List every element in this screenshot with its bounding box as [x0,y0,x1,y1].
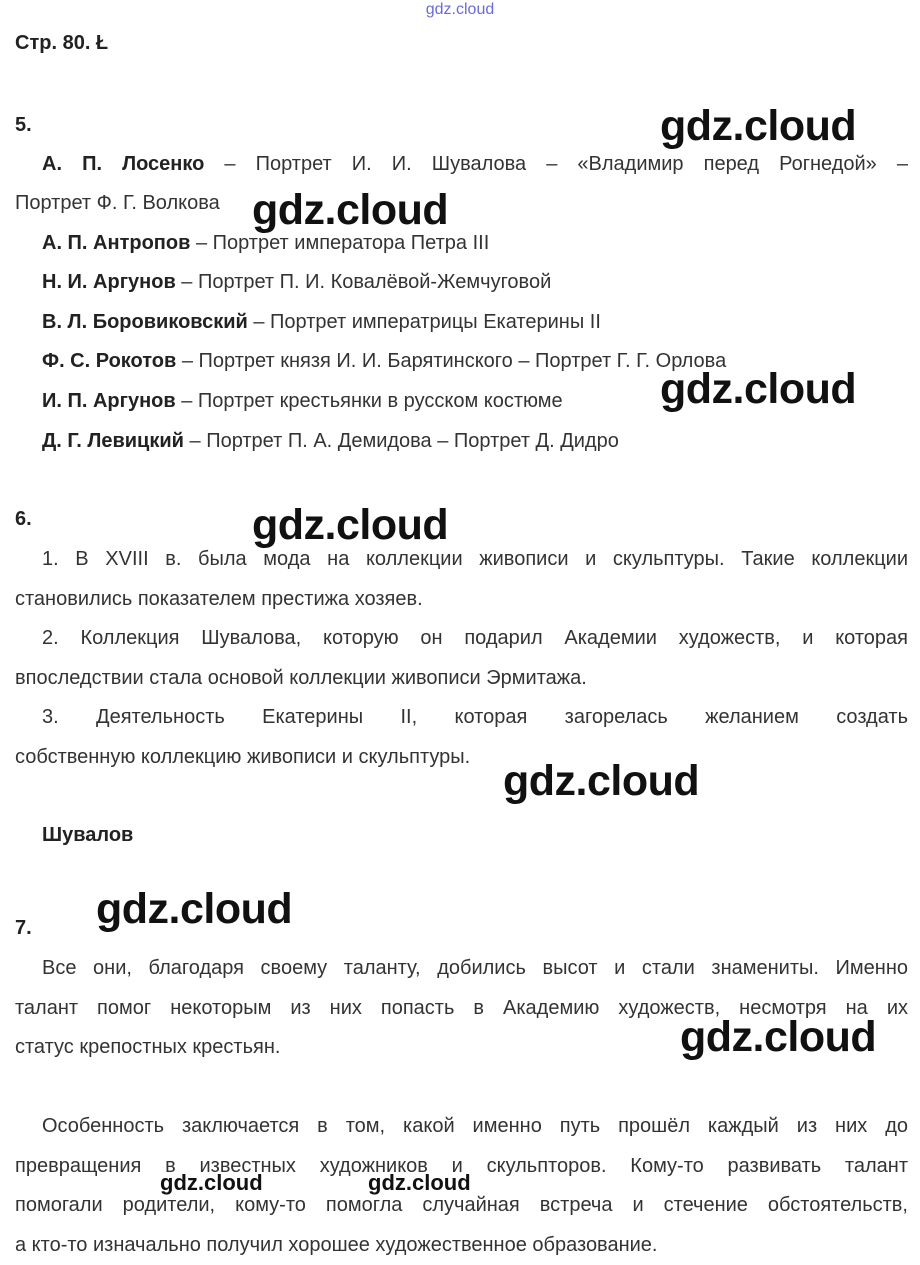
artwork-text: – Портрет императрицы Екатерины II [247,311,601,333]
text-line: становились показателем престижа хозяев. [15,588,423,610]
watermark: gdz.cloud [368,1170,471,1195]
watermark: gdz.cloud [252,501,449,549]
text-line: талант помог некоторым из них попасть в Академию художеств, несмотря на их [15,997,908,1019]
top-watermark: gdz.cloud [425,1,495,18]
answer-heading: Шувалов [42,824,134,846]
text-line: впоследствии стала основой коллекции живописи Эрмитажа. [15,667,587,689]
watermark: gdz.cloud [503,757,700,805]
watermark: gdz.cloud [680,1013,877,1061]
artist-name: А. П. Антропов [42,232,191,254]
text-line: а кто-то изначально получил хорошее художественное образование. [15,1234,658,1256]
text-line: 2. Коллекция Шувалова, которую он подарил Академии художеств, и которая [42,627,908,649]
artist-name: И. П. Аргунов [42,390,176,412]
text-line: Все они, благодаря своему таланту, добились высот и стали знамениты. Именно [42,957,908,979]
artist-name: В. Л. Боровиковский [42,311,248,333]
list-item [42,269,551,295]
task-number-6: 6. [15,508,32,530]
artwork-text: – Портрет императора Петра III [190,232,490,254]
watermark: gdz.cloud [660,365,857,413]
watermark: gdz.cloud [160,1170,263,1195]
list-item [42,348,726,374]
text-line: превращения в известных художников и скульпторов. Кому-то развивать талант [15,1155,908,1177]
artist-name: Д. Г. Левицкий [42,430,184,452]
text-line: Особенность заключается в том, какой именно путь прошёл каждый из них до [42,1115,908,1137]
list-item [42,151,908,177]
task-number-5: 5. [15,114,32,136]
watermark: gdz.cloud [660,102,857,150]
task-number-7: 7. [15,917,32,939]
text-line: статус крепостных крестьян. [15,1036,281,1058]
text-line: собственную коллекцию живописи и скульптуры. [15,746,471,768]
watermark: gdz.cloud [252,186,449,234]
artist-name: А. П. Лосенко [42,153,205,175]
text-line: помогали родители, кому-то помогла случайная встреча и стечение обстоятельств, [15,1194,908,1216]
list-item [42,309,601,335]
artist-name: Н. И. Аргунов [42,271,176,293]
artwork-text: – Портрет князя И. И. Барятинского – Портрет Г. Г. Орлова [176,350,727,372]
artwork-text: – Портрет П. И. Ковалёвой-Жемчуговой [175,271,552,293]
text-line: 3. Деятельность Екатерины II, которая загорелась желанием создать [42,706,908,728]
list-item [42,388,563,414]
artist-name: Ф. С. Рокотов [42,350,177,372]
text-line: 1. В XVIII в. была мода на коллекции живописи и скульптуры. Такие коллекции [42,548,908,570]
artwork-text: – Портрет И. И. Шувалова – «Владимир перед Рогнедой» – [204,153,908,175]
artwork-text: – Портрет П. А. Демидова – Портрет Д. Дидро [183,430,619,452]
artwork-text: – Портрет крестьянки в русском костюме [175,390,563,412]
list-item [42,428,619,454]
page-reference: Стр. 80. Ł [15,32,109,54]
list-item [15,190,220,216]
artwork-text: Портрет Ф. Г. Волкова [15,192,220,214]
watermark: gdz.cloud [96,885,293,933]
